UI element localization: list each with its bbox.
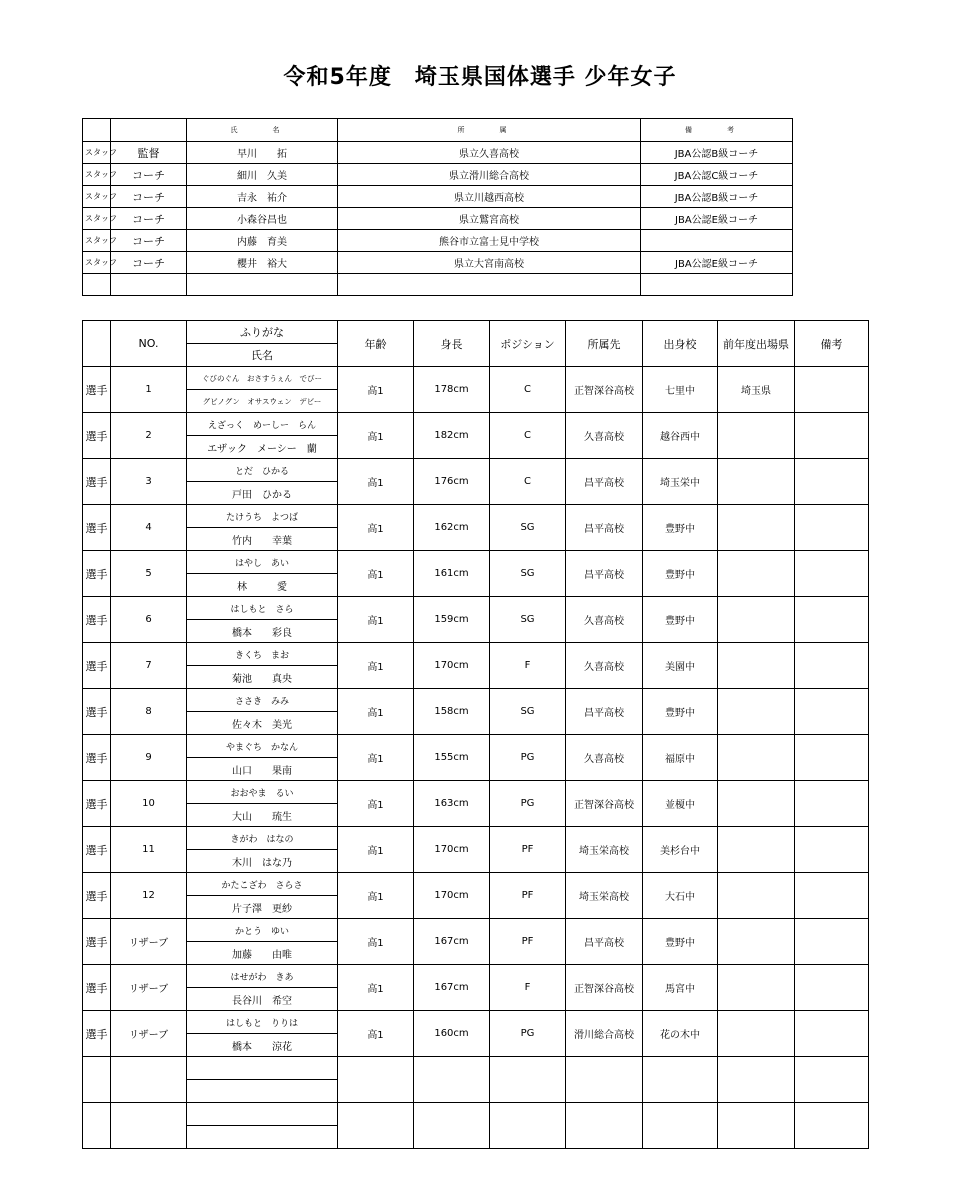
player-name: グビノグン オサスウェン デビー (187, 390, 338, 413)
player-label: 選手 (83, 965, 111, 1011)
staff-row (83, 142, 793, 164)
player-furigana: はしもと さら (187, 597, 338, 620)
player-prev-prefecture (718, 919, 795, 965)
player-number: リザーブ (111, 965, 187, 1011)
player-height: 167cm (414, 965, 490, 1011)
player-team: 昌平高校 (566, 919, 643, 965)
player-name (187, 1080, 338, 1103)
player-number: リザーブ (111, 1011, 187, 1057)
player-furigana: ささき みみ (187, 689, 338, 712)
player-label: 選手 (83, 367, 111, 413)
player-height: 178cm (414, 367, 490, 413)
staff-note (641, 274, 793, 296)
staff-note: JBA公認B級コーチ (641, 186, 793, 208)
player-note (795, 367, 869, 413)
player-prev-prefecture (718, 827, 795, 873)
player-label: 選手 (83, 781, 111, 827)
player-position (490, 1057, 566, 1103)
player-age: 高1 (338, 367, 414, 413)
staff-tag: スタッフ (83, 208, 111, 230)
player-age: 高1 (338, 597, 414, 643)
player-note (795, 551, 869, 597)
player-team: 正智深谷高校 (566, 367, 643, 413)
staff-role (111, 274, 187, 296)
player-school: 馬宮中 (643, 965, 718, 1011)
staff-role: 監督 (111, 142, 187, 164)
player-header-team: 所属先 (566, 321, 643, 367)
staff-header-blank (83, 119, 111, 142)
player-note (795, 505, 869, 551)
player-prev-prefecture (718, 965, 795, 1011)
player-team: 久喜高校 (566, 597, 643, 643)
player-note (795, 1057, 869, 1103)
player-row (83, 643, 869, 666)
player-school: 美杉台中 (643, 827, 718, 873)
player-row (83, 781, 869, 804)
staff-org: 県立鷲宮高校 (338, 208, 641, 230)
player-label: 選手 (83, 597, 111, 643)
player-furigana: かたこざわ さらさ (187, 873, 338, 896)
player-furigana: きがわ はなの (187, 827, 338, 850)
player-prev-prefecture (718, 735, 795, 781)
player-name: 佐々木 美光 (187, 712, 338, 735)
player-school: 七里中 (643, 367, 718, 413)
player-number: 4 (111, 505, 187, 551)
player-label: 選手 (83, 413, 111, 459)
player-school: 美園中 (643, 643, 718, 689)
staff-name: 吉永 祐介 (187, 186, 338, 208)
player-position: PG (490, 1011, 566, 1057)
player-name: 長谷川 希空 (187, 988, 338, 1011)
player-height: 167cm (414, 919, 490, 965)
player-row (83, 827, 869, 850)
player-position: SG (490, 505, 566, 551)
player-row (83, 413, 869, 436)
player-label: 選手 (83, 919, 111, 965)
player-age: 高1 (338, 551, 414, 597)
player-header-blank (83, 321, 111, 367)
player-school: 豊野中 (643, 551, 718, 597)
staff-tag: スタッフ (83, 230, 111, 252)
player-number: リザーブ (111, 919, 187, 965)
player-furigana: かとう ゆい (187, 919, 338, 942)
player-name: 山口 果南 (187, 758, 338, 781)
staff-row (83, 186, 793, 208)
staff-org: 県立川越西高校 (338, 186, 641, 208)
staff-tag: スタッフ (83, 186, 111, 208)
player-label: 選手 (83, 873, 111, 919)
staff-row (83, 274, 793, 296)
player-height: 160cm (414, 1011, 490, 1057)
player-height: 159cm (414, 597, 490, 643)
player-team: 正智深谷高校 (566, 781, 643, 827)
player-team: 昌平高校 (566, 459, 643, 505)
player-furigana: きくち まお (187, 643, 338, 666)
player-number: 12 (111, 873, 187, 919)
staff-role: コーチ (111, 230, 187, 252)
player-number: 10 (111, 781, 187, 827)
player-label: 選手 (83, 643, 111, 689)
player-number (111, 1057, 187, 1103)
player-number: 5 (111, 551, 187, 597)
staff-row (83, 230, 793, 252)
player-prev-prefecture (718, 505, 795, 551)
staff-row (83, 164, 793, 186)
staff-role: コーチ (111, 186, 187, 208)
player-age: 高1 (338, 873, 414, 919)
player-school: 埼玉栄中 (643, 459, 718, 505)
player-school (643, 1103, 718, 1149)
player-row (83, 597, 869, 620)
player-note (795, 1103, 869, 1149)
player-age: 高1 (338, 965, 414, 1011)
player-prev-prefecture (718, 689, 795, 735)
staff-tag (83, 274, 111, 296)
player-position: SG (490, 551, 566, 597)
player-position: SG (490, 689, 566, 735)
player-school: 豊野中 (643, 689, 718, 735)
player-age (338, 1103, 414, 1149)
player-prev-prefecture (718, 459, 795, 505)
player-age: 高1 (338, 689, 414, 735)
staff-org (338, 274, 641, 296)
player-prev-prefecture (718, 873, 795, 919)
player-prev-prefecture (718, 643, 795, 689)
player-row (83, 873, 869, 896)
page-title: 令和5年度 埼玉県国体選手 少年女子 (283, 65, 677, 90)
player-school: 豊野中 (643, 919, 718, 965)
player-position: F (490, 643, 566, 689)
player-name: 菊池 真央 (187, 666, 338, 689)
player-position: PG (490, 735, 566, 781)
player-note (795, 643, 869, 689)
player-furigana: たけうち よつば (187, 505, 338, 528)
player-position: C (490, 413, 566, 459)
player-note (795, 413, 869, 459)
player-school: 大石中 (643, 873, 718, 919)
player-position: C (490, 459, 566, 505)
player-furigana: はやし あい (187, 551, 338, 574)
player-header-furigana: ふりがな (187, 321, 338, 344)
player-row (83, 919, 869, 942)
player-header-height: 身長 (414, 321, 490, 367)
player-prev-prefecture (718, 597, 795, 643)
player-note (795, 689, 869, 735)
player-furigana: おおやま るい (187, 781, 338, 804)
staff-role: コーチ (111, 164, 187, 186)
player-header-row (83, 321, 869, 344)
player-furigana: やまぐち かなん (187, 735, 338, 758)
staff-row (83, 252, 793, 274)
player-age: 高1 (338, 413, 414, 459)
player-school: 並榎中 (643, 781, 718, 827)
player-label: 選手 (83, 551, 111, 597)
staff-name: 櫻井 裕大 (187, 252, 338, 274)
player-age: 高1 (338, 735, 414, 781)
player-label: 選手 (83, 1011, 111, 1057)
player-height (414, 1057, 490, 1103)
player-position (490, 1103, 566, 1149)
player-team: 滑川総合高校 (566, 1011, 643, 1057)
player-row (83, 367, 869, 390)
player-name: 林 愛 (187, 574, 338, 597)
player-note (795, 965, 869, 1011)
player-name: 竹内 幸葉 (187, 528, 338, 551)
player-team: 埼玉栄高校 (566, 873, 643, 919)
player-height: 162cm (414, 505, 490, 551)
staff-name: 細川 久美 (187, 164, 338, 186)
player-prev-prefecture (718, 1057, 795, 1103)
player-name: 橋本 涼花 (187, 1034, 338, 1057)
player-name: 橋本 彩良 (187, 620, 338, 643)
player-label: 選手 (83, 735, 111, 781)
player-note (795, 597, 869, 643)
player-number (111, 1103, 187, 1149)
player-table (82, 320, 869, 1149)
player-note (795, 919, 869, 965)
staff-tag: スタッフ (83, 142, 111, 164)
player-school: 豊野中 (643, 597, 718, 643)
player-number: 1 (111, 367, 187, 413)
player-number: 9 (111, 735, 187, 781)
player-height: 182cm (414, 413, 490, 459)
staff-name: 内藤 育美 (187, 230, 338, 252)
player-school (643, 1057, 718, 1103)
player-school: 福原中 (643, 735, 718, 781)
player-prev-prefecture (718, 551, 795, 597)
player-note (795, 827, 869, 873)
player-prev-prefecture (718, 781, 795, 827)
staff-header-org: 所 属 (338, 119, 641, 142)
player-team: 久喜高校 (566, 735, 643, 781)
player-header-school: 出身校 (643, 321, 718, 367)
player-team: 昌平高校 (566, 505, 643, 551)
player-name: 戸田 ひかる (187, 482, 338, 505)
player-furigana: はしもと りりは (187, 1011, 338, 1034)
staff-name: 早川 拓 (187, 142, 338, 164)
player-team: 正智深谷高校 (566, 965, 643, 1011)
player-note (795, 781, 869, 827)
player-position: PF (490, 873, 566, 919)
player-header-name: 氏名 (187, 344, 338, 367)
player-prev-prefecture: 埼玉県 (718, 367, 795, 413)
player-row (83, 689, 869, 712)
player-number: 8 (111, 689, 187, 735)
staff-header-row (83, 119, 793, 142)
staff-header-blank (111, 119, 187, 142)
staff-org: 熊谷市立富士見中学校 (338, 230, 641, 252)
player-team: 昌平高校 (566, 689, 643, 735)
player-position: F (490, 965, 566, 1011)
player-row (83, 459, 869, 482)
player-school: 越谷西中 (643, 413, 718, 459)
player-name: 加藤 由唯 (187, 942, 338, 965)
player-header-note: 備考 (795, 321, 869, 367)
player-number: 6 (111, 597, 187, 643)
player-team: 昌平高校 (566, 551, 643, 597)
player-number: 7 (111, 643, 187, 689)
player-furigana: えざっく めーしー らん (187, 413, 338, 436)
player-height: 170cm (414, 827, 490, 873)
player-age: 高1 (338, 1011, 414, 1057)
player-height: 158cm (414, 689, 490, 735)
player-height: 176cm (414, 459, 490, 505)
staff-note: JBA公認E級コーチ (641, 252, 793, 274)
staff-row (83, 208, 793, 230)
player-row (83, 505, 869, 528)
player-furigana: ぐびのぐん おさすうぇん でびー (187, 367, 338, 390)
staff-note: JBA公認E級コーチ (641, 208, 793, 230)
player-label (83, 1103, 111, 1149)
player-label: 選手 (83, 827, 111, 873)
player-label (83, 1057, 111, 1103)
player-team: 久喜高校 (566, 643, 643, 689)
player-team: 久喜高校 (566, 413, 643, 459)
staff-note: JBA公認C級コーチ (641, 164, 793, 186)
player-team (566, 1057, 643, 1103)
player-position: SG (490, 597, 566, 643)
player-name (187, 1126, 338, 1149)
player-position: PF (490, 827, 566, 873)
player-row (83, 551, 869, 574)
player-height: 161cm (414, 551, 490, 597)
player-row (83, 965, 869, 988)
player-team: 埼玉栄高校 (566, 827, 643, 873)
player-name: 片子澤 更紗 (187, 896, 338, 919)
staff-header-note: 備 考 (641, 119, 793, 142)
player-note (795, 1011, 869, 1057)
player-label: 選手 (83, 505, 111, 551)
player-height: 170cm (414, 643, 490, 689)
player-age: 高1 (338, 505, 414, 551)
player-furigana (187, 1057, 338, 1080)
player-age: 高1 (338, 919, 414, 965)
staff-org: 県立久喜高校 (338, 142, 641, 164)
player-row (83, 735, 869, 758)
staff-header-name: 氏 名 (187, 119, 338, 142)
player-height: 155cm (414, 735, 490, 781)
player-furigana: はせがわ きあ (187, 965, 338, 988)
player-age: 高1 (338, 781, 414, 827)
player-school: 豊野中 (643, 505, 718, 551)
player-row (83, 1011, 869, 1034)
player-note (795, 735, 869, 781)
player-number: 2 (111, 413, 187, 459)
player-label: 選手 (83, 689, 111, 735)
player-age: 高1 (338, 643, 414, 689)
player-name: エザック メーシー 蘭 (187, 436, 338, 459)
staff-name: 小森谷昌也 (187, 208, 338, 230)
player-name: 大山 琉生 (187, 804, 338, 827)
player-position: PF (490, 919, 566, 965)
player-position: PG (490, 781, 566, 827)
staff-note (641, 230, 793, 252)
player-height: 163cm (414, 781, 490, 827)
player-height (414, 1103, 490, 1149)
player-prev-prefecture (718, 1011, 795, 1057)
staff-role: コーチ (111, 252, 187, 274)
player-age (338, 1057, 414, 1103)
player-number: 3 (111, 459, 187, 505)
staff-note: JBA公認B級コーチ (641, 142, 793, 164)
staff-tag: スタッフ (83, 252, 111, 274)
player-row (83, 1057, 869, 1080)
player-header-no: NO. (111, 321, 187, 367)
player-team (566, 1103, 643, 1149)
player-header-age: 年齢 (338, 321, 414, 367)
player-number: 11 (111, 827, 187, 873)
player-furigana (187, 1103, 338, 1126)
player-school: 花の木中 (643, 1011, 718, 1057)
player-label: 選手 (83, 459, 111, 505)
player-name: 木川 はな乃 (187, 850, 338, 873)
staff-name (187, 274, 338, 296)
player-note (795, 873, 869, 919)
player-age: 高1 (338, 827, 414, 873)
staff-table (82, 118, 793, 296)
staff-role: コーチ (111, 208, 187, 230)
player-furigana: とだ ひかる (187, 459, 338, 482)
player-note (795, 459, 869, 505)
player-header-position: ポジション (490, 321, 566, 367)
staff-tag: スタッフ (83, 164, 111, 186)
player-prev-prefecture (718, 1103, 795, 1149)
player-position: C (490, 367, 566, 413)
staff-org: 県立滑川総合高校 (338, 164, 641, 186)
staff-org: 県立大宮南高校 (338, 252, 641, 274)
player-row (83, 1103, 869, 1126)
player-header-prev: 前年度出場県 (718, 321, 795, 367)
player-age: 高1 (338, 459, 414, 505)
player-prev-prefecture (718, 413, 795, 459)
player-height: 170cm (414, 873, 490, 919)
